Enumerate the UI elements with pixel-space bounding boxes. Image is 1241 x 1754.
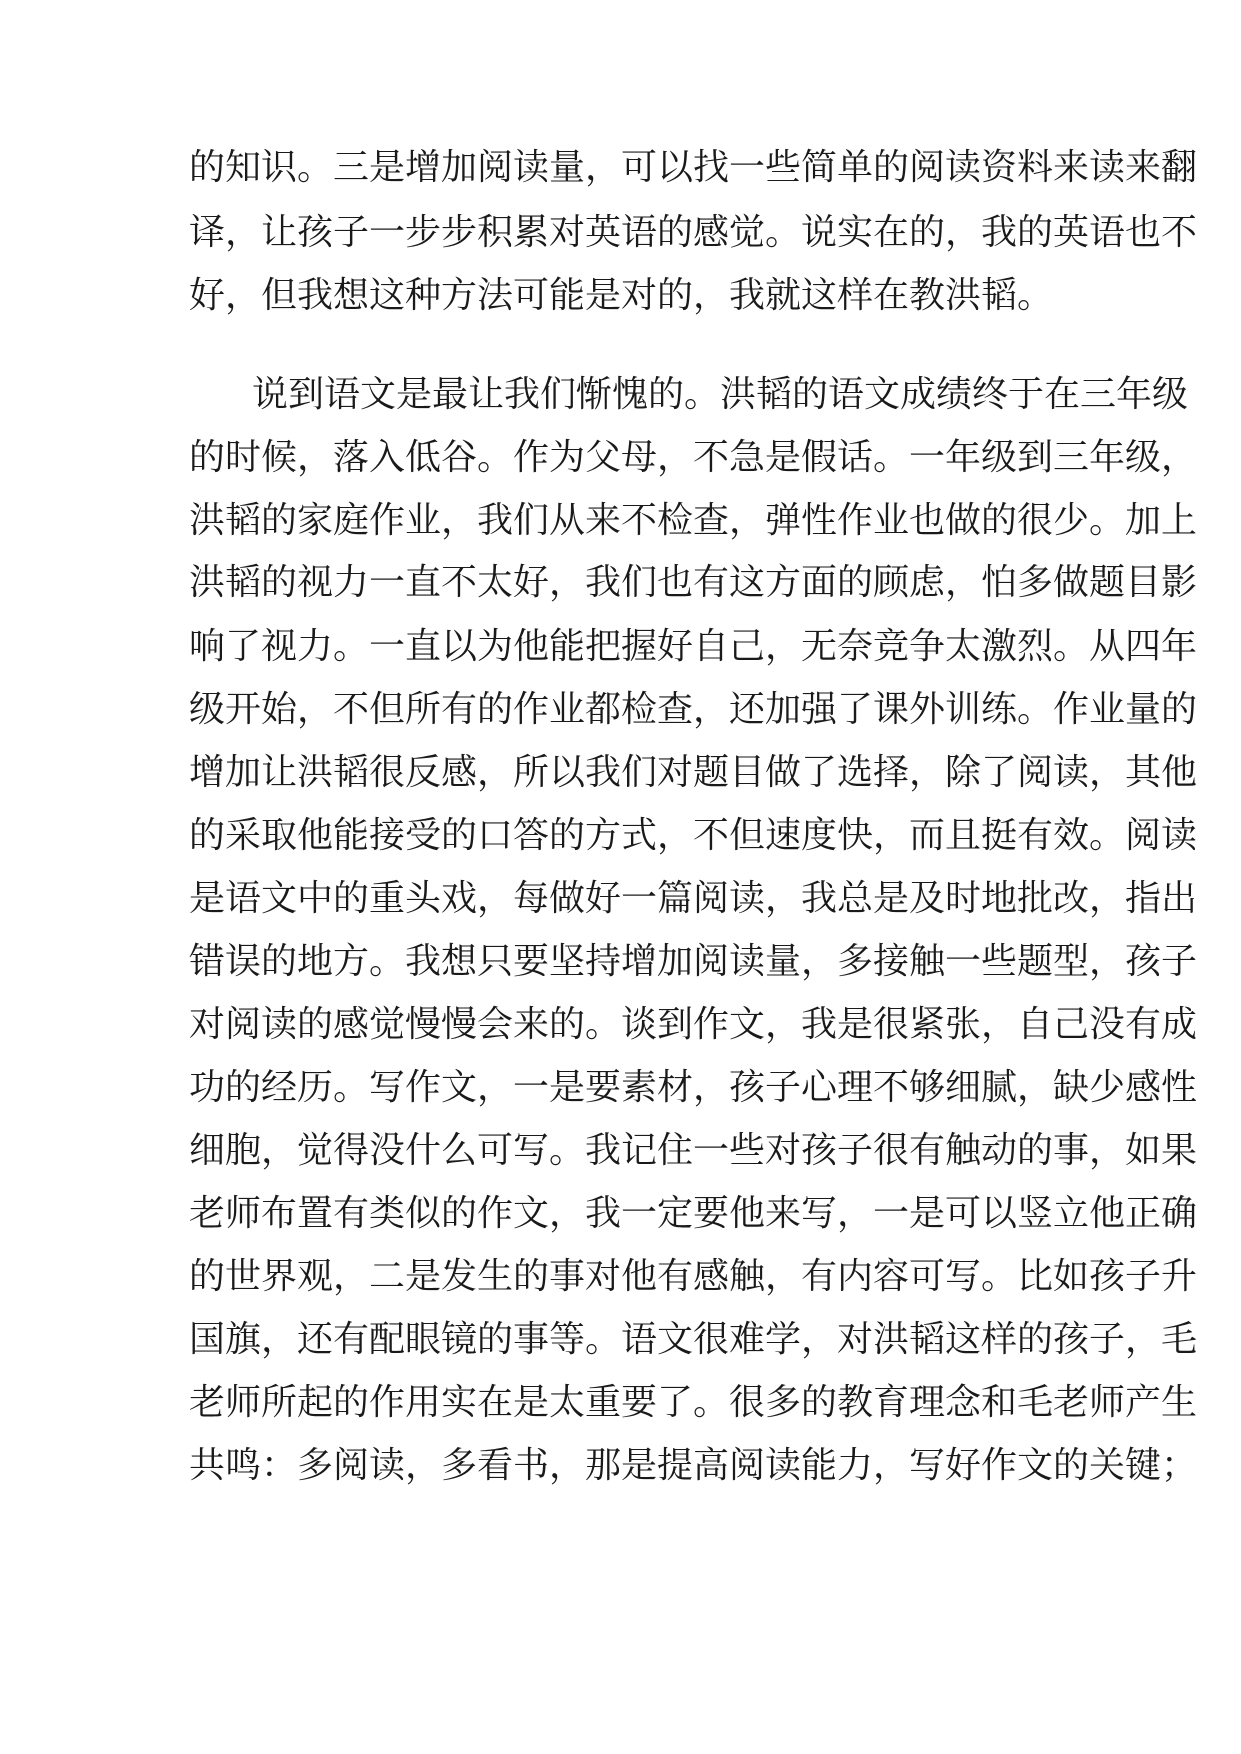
text-line: 细胞，觉得没什么可写。我记住一些对孩子很有触动的事，如果	[189, 1130, 1198, 1171]
text-line: 老师所起的作用实在是太重要了。很多的教育理念和毛老师产生	[189, 1382, 1198, 1423]
text-line: 的知识。三是增加阅读量，可以找一些简单的阅读资料来读来翻	[189, 147, 1198, 188]
text-line: 说到语文是最让我们惭愧的。洪韬的语文成绩终于在三年级	[252, 374, 1189, 415]
text-line: 错误的地方。我想只要坚持增加阅读量，多接触一些题型，孩子	[189, 941, 1198, 982]
text-line: 译，让孩子一步步积累对英语的感觉。说实在的，我的英语也不	[189, 212, 1198, 253]
text-line: 国旗，还有配眼镜的事等。语文很难学，对洪韬这样的孩子，毛	[189, 1319, 1198, 1360]
text-line: 的世界观，二是发生的事对他有感触，有内容可写。比如孩子升	[189, 1256, 1198, 1297]
text-line: 响了视力。一直以为他能把握好自己，无奈竞争太激烈。从四年	[189, 626, 1198, 667]
text-line: 的时候，落入低谷。作为父母，不急是假话。一年级到三年级，	[189, 437, 1198, 478]
text-line: 好，但我想这种方法可能是对的，我就这样在教洪韬。	[189, 275, 1054, 316]
text-line: 对阅读的感觉慢慢会来的。谈到作文，我是很紧张，自己没有成	[189, 1004, 1198, 1045]
text-line: 洪韬的家庭作业，我们从来不检查，弹性作业也做的很少。加上	[189, 500, 1198, 541]
text-line: 增加让洪韬很反感，所以我们对题目做了选择，除了阅读，其他	[189, 752, 1198, 793]
text-line: 级开始，不但所有的作业都检查，还加强了课外训练。作业量的	[189, 689, 1198, 730]
text-line: 共鸣：多阅读，多看书，那是提高阅读能力，写好作文的关键；	[189, 1445, 1198, 1486]
text-line: 的采取他能接受的口答的方式，不但速度快，而且挺有效。阅读	[189, 815, 1198, 856]
text-line: 是语文中的重头戏，每做好一篇阅读，我总是及时地批改，指出	[189, 878, 1198, 919]
text-line: 洪韬的视力一直不太好，我们也有这方面的顾虑，怕多做题目影	[189, 562, 1198, 603]
text-line: 功的经历。写作文，一是要素材，孩子心理不够细腻，缺少感性	[189, 1067, 1198, 1108]
text-line: 老师布置有类似的作文，我一定要他来写，一是可以竖立他正确	[189, 1193, 1198, 1234]
